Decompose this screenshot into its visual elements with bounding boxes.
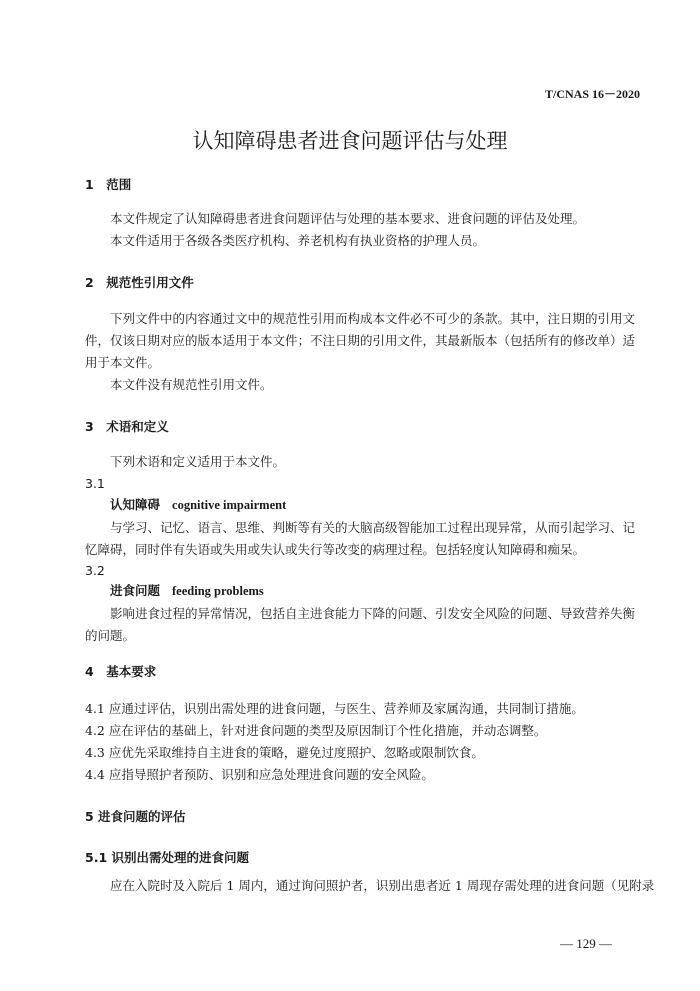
term-3-2-en: feeding problems	[172, 584, 264, 598]
term-3-1-en: cognitive impairment	[172, 498, 287, 512]
section-2-para-1: 下列文件中的内容通过文中的规范性引用而构成本文件必不可少的条款。其中，注日期的引用文件，仅该日期对应的版本适用于本文件；不注日期的引用文件，其最新版本（包括所有的修改单）适用于本文件。	[85, 311, 636, 370]
section-1-para-1: 本文件规定了认知障碍患者进食问题评估与处理的基本要求、进食问题的评估及处理。	[110, 211, 586, 226]
section-5-1-heading: 5.1 识别出需处理的进食问题	[85, 850, 249, 865]
page-number: — 129 —	[560, 936, 612, 951]
term-3-2	[110, 581, 264, 599]
section-1-heading: 1 范围	[85, 177, 132, 192]
requirement-4-4: 4.4 应指导照护者预防、识别和应急处理进食问题的安全风险。	[85, 767, 434, 782]
term-3-2-definition: 影响进食过程的异常情况，包括自主进食能力下降的问题、引发安全风险的问题、导致营养失衡的问题。	[85, 606, 636, 643]
requirement-4-1: 4.1 应通过评估，识别出需处理的进食问题，与医生、营养师及家属沟通，共同制订措施。	[85, 701, 584, 716]
section-2-para-2: 本文件没有规范性引用文件。	[110, 377, 273, 392]
term-3-1-number: 3.1	[85, 476, 105, 491]
section-4-heading: 4 基本要求	[85, 664, 157, 679]
document-number: T/CNAS 16－2020	[544, 87, 640, 101]
term-3-1	[110, 495, 286, 513]
page-title: 认知障碍患者进食问题评估与处理	[192, 129, 508, 153]
section-3-heading: 3 术语和定义	[85, 419, 169, 434]
requirement-4-2: 4.2 应在评估的基础上，针对进食问题的类型及原因制订个性化措施，并动态调整。	[85, 723, 547, 738]
requirement-4-3: 4.3 应优先采取维持自主进食的策略，避免过度照护、忽略或限制饮食。	[85, 745, 484, 760]
section-3-intro: 下列术语和定义适用于本文件。	[110, 454, 286, 469]
term-3-1-zh: 认知障碍	[110, 497, 161, 512]
section-2-heading: 2 规范性引用文件	[85, 275, 194, 290]
section-5-1-para: 应在入院时及入院后 1 周内，通过询问照护者，识别出患者近 1 周现存需处理的进食问题（见附录	[110, 878, 655, 893]
section-5-heading: 5 进食问题的评估	[85, 809, 186, 824]
term-3-1-definition: 与学习、记忆、语言、思维、判断等有关的大脑高级智能加工过程出现异常，从而引起学习、记忆障碍，同时伴有失语或失用或失认或失行等改变的病理过程。包括轻度认知障碍和痴呆。	[85, 520, 636, 557]
term-3-2-number: 3.2	[85, 563, 105, 578]
section-1-para-2: 本文件适用于各级各类医疗机构、养老机构有执业资格的护理人员。	[110, 233, 486, 248]
term-3-2-zh: 进食问题	[110, 583, 161, 598]
